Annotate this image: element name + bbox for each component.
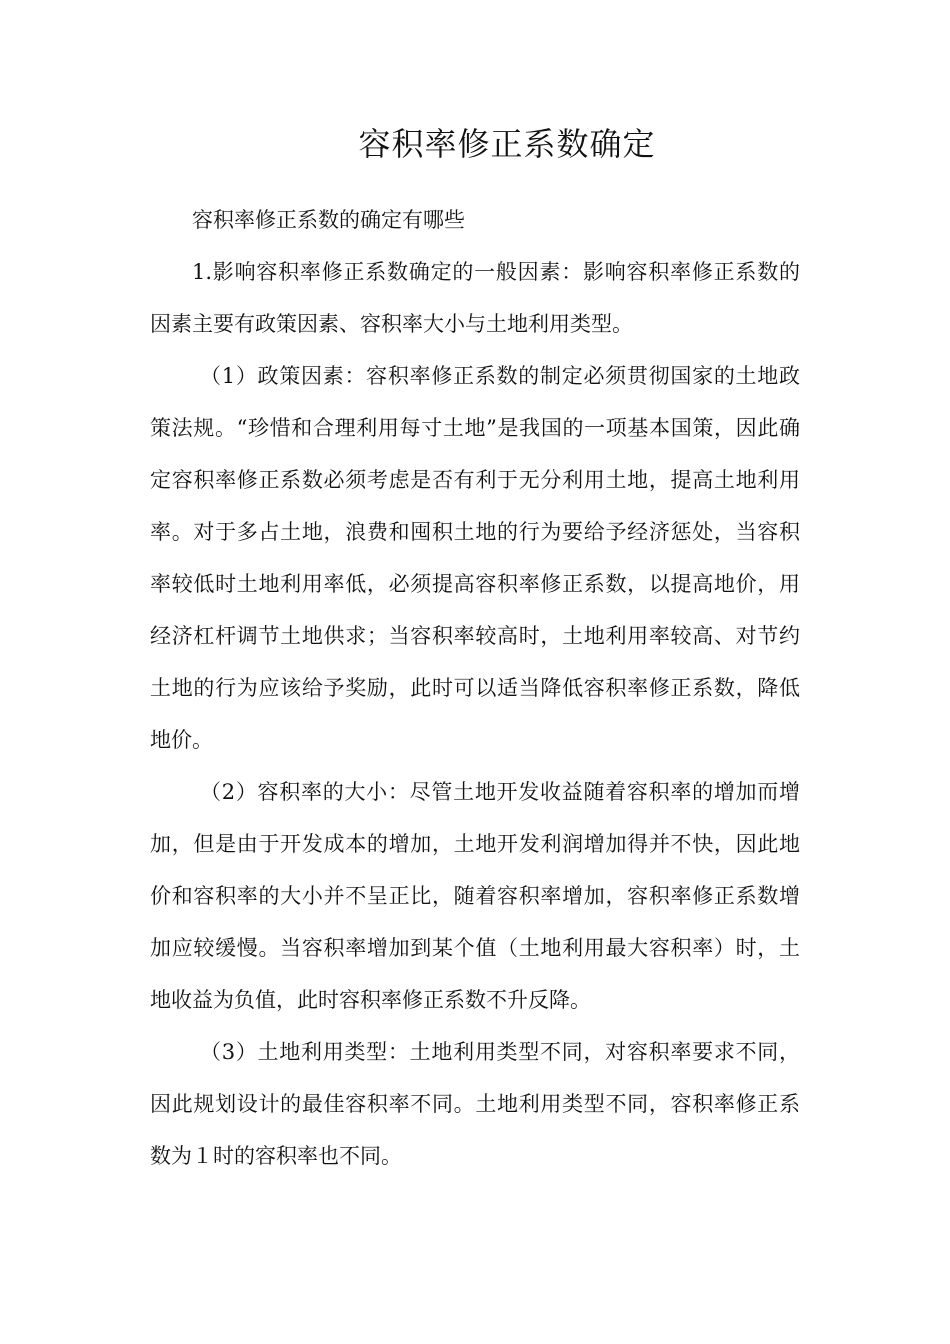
paragraph-policy-factors: （1）政策因素：容积率修正系数的制定必须贯彻国家的土地政策法规。“珍惜和合理利用每寸土地”是我国的一项基本国策，因此确定容积率修正系数必须考虑是否有利于无分利用土地，提高土地利用率。对于多占土地，浪费和囤积土地的行为要给予经济惩处，当容积率较低时土地利用率低，必须提高容积率修正系数，以提高地价，用经济杠杆调节土地供求；当容积率较高时，土地利用率较高、对节约土地的行为应该给予奖励，此时可以适当降低容积率修正系数，降低地价。 xyxy=(150,364,800,752)
paragraph-general-factors: 1.影响容积率修正系数确定的一般因素：影响容积率修正系数的因素主要有政策因素、容积率大小与土地利用类型。 xyxy=(150,260,800,336)
document-title: 容积率修正系数确定 xyxy=(358,125,656,163)
paragraph-heading: 容积率修正系数的确定有哪些 xyxy=(192,208,465,232)
document-body xyxy=(150,194,800,1182)
paragraph-plot-ratio-size: （2）容积率的大小：尽管土地开发收益随着容积率的增加而增加，但是由于开发成本的增加，土地开发利润增加得并不快，因此地价和容积率的大小并不呈正比，随着容积率增加，容积率修正系数增加应较缓慢。当容积率增加到某个值（土地利用最大容积率）时，土地收益为负值，此时容积率修正系数不升反降。 xyxy=(150,780,800,1012)
paragraph-land-use-type: （3）土地利用类型：土地利用类型不同，对容积率要求不同，因此规划设计的最佳容积率不同。土地利用类型不同，容积率修正系数为１时的容积率也不同。 xyxy=(150,1040,800,1168)
